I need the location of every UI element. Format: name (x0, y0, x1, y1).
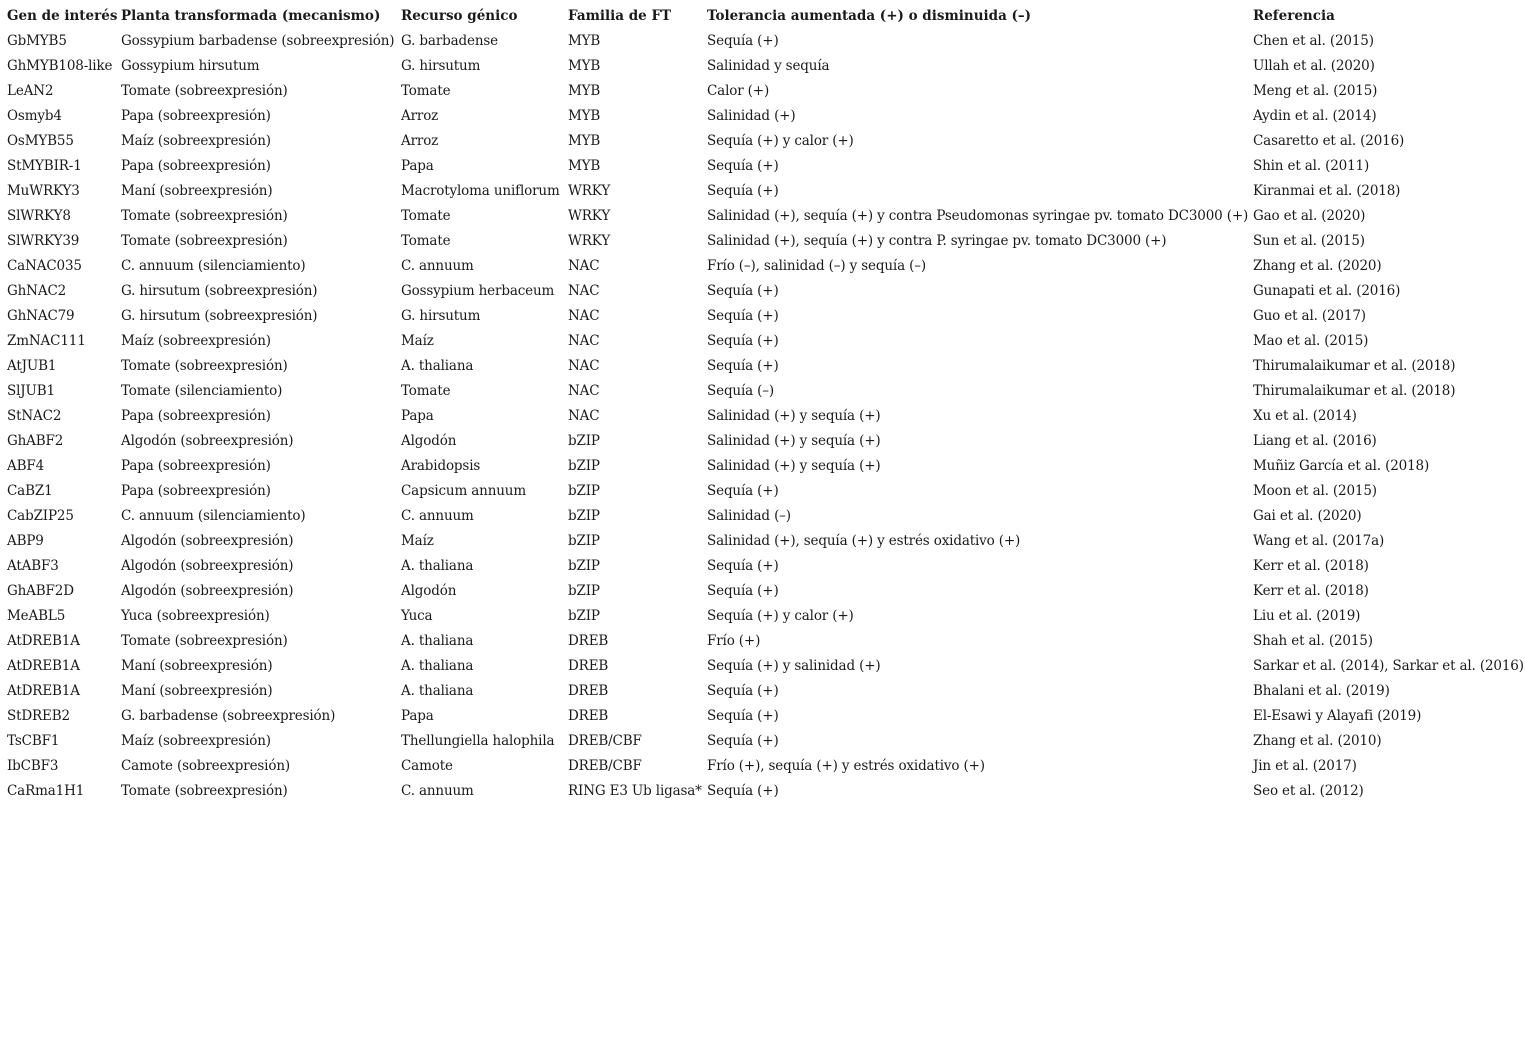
table-row (3, 454, 1526, 479)
reference-cell: Gunapati et al. (2016) (1253, 283, 1401, 299)
transformed-plant-cell: Papa (sobreexpresión) (121, 108, 271, 124)
reference-cell: Gai et al. (2020) (1253, 508, 1362, 524)
reference-cell: Chen et al. (2015) (1253, 33, 1374, 49)
reference-cell: Zhang et al. (2010) (1253, 733, 1382, 749)
header-transformed-plant: Planta transformada (mecanismo) (121, 8, 381, 24)
transformed-plant-cell: Papa (sobreexpresión) (121, 458, 271, 474)
transformed-plant-cell: Tomate (silenciamiento) (121, 383, 283, 399)
reference-cell: Ullah et al. (2020) (1253, 58, 1375, 74)
gene-cell: ZmNAC111 (7, 333, 86, 349)
reference-cell: Moon et al. (2015) (1253, 483, 1377, 499)
table-row (3, 279, 1526, 304)
tf-family-cell: WRKY (568, 233, 611, 249)
tf-family-cell: bZIP (568, 558, 600, 574)
genetic-resource-cell: Tomate (401, 208, 451, 224)
gene-cell: IbCBF3 (7, 758, 59, 774)
table-row (3, 554, 1526, 579)
gene-cell: AtABF3 (7, 558, 59, 574)
gene-cell: GhNAC79 (7, 308, 75, 324)
tf-family-cell: NAC (568, 408, 600, 424)
tf-family-cell: bZIP (568, 533, 600, 549)
table-row (3, 579, 1526, 604)
transformed-plant-cell: Tomate (sobreexpresión) (121, 783, 288, 799)
table-row (3, 529, 1526, 554)
tf-family-cell: WRKY (568, 208, 611, 224)
table-row (3, 229, 1526, 254)
tf-family-cell: MYB (568, 33, 601, 49)
transformed-plant-cell: Yuca (sobreexpresión) (121, 608, 270, 624)
table-row (3, 654, 1526, 679)
gene-cell: LeAN2 (7, 83, 54, 99)
tf-family-cell: NAC (568, 308, 600, 324)
reference-cell: Sarkar et al. (2014), Sarkar et al. (2016) (1253, 658, 1524, 674)
transformed-plant-cell: C. annuum (silenciamiento) (121, 258, 306, 274)
gene-cell: GhMYB108-like (7, 58, 113, 74)
transformed-plant-cell: Papa (sobreexpresión) (121, 483, 271, 499)
tf-family-cell: DREB (568, 658, 609, 674)
gene-cell: CaBZ1 (7, 483, 53, 499)
genetic-resource-cell: Thellungiella halophila (401, 733, 555, 749)
tolerance-cell: Salinidad y sequía (707, 58, 830, 74)
tolerance-cell: Sequía (+) (707, 33, 779, 49)
tf-family-cell: bZIP (568, 508, 600, 524)
reference-cell: Muñiz García et al. (2018) (1253, 458, 1430, 474)
tf-family-cell: bZIP (568, 583, 600, 599)
genetic-resource-cell: Camote (401, 758, 453, 774)
genetic-resource-cell: Maíz (401, 333, 434, 349)
tf-family-cell: NAC (568, 333, 600, 349)
gene-table (3, 4, 1526, 804)
reference-cell: Meng et al. (2015) (1253, 83, 1378, 99)
table-body (3, 29, 1526, 804)
tf-family-cell: MYB (568, 58, 601, 74)
transformed-plant-cell: Algodón (sobreexpresión) (121, 583, 294, 599)
reference-cell: Liang et al. (2016) (1253, 433, 1377, 449)
table-row (3, 29, 1526, 54)
tf-family-cell: DREB (568, 633, 609, 649)
transformed-plant-cell: Algodón (sobreexpresión) (121, 533, 294, 549)
transformed-plant-cell: G. hirsutum (sobreexpresión) (121, 283, 318, 299)
reference-cell: Xu et al. (2014) (1253, 408, 1357, 424)
transformed-plant-cell: Tomate (sobreexpresión) (121, 83, 288, 99)
gene-cell: CaRma1H1 (7, 783, 85, 799)
genetic-resource-cell: Tomate (401, 233, 451, 249)
reference-cell: Thirumalaikumar et al. (2018) (1253, 383, 1456, 399)
header-tolerance: Tolerancia aumentada (+) o disminuida (–) (707, 8, 1032, 24)
tolerance-cell: Sequía (–) (707, 383, 775, 399)
table-row (3, 154, 1526, 179)
transformed-plant-cell: Tomate (sobreexpresión) (121, 233, 288, 249)
transformed-plant-cell: C. annuum (silenciamiento) (121, 508, 306, 524)
gene-cell: AtDREB1A (7, 683, 80, 699)
gene-cell: ABP9 (7, 533, 44, 549)
reference-cell: Guo et al. (2017) (1253, 308, 1366, 324)
tolerance-cell: Sequía (+) y salinidad (+) (707, 658, 881, 674)
tf-family-cell: MYB (568, 133, 601, 149)
tf-family-cell: bZIP (568, 483, 600, 499)
tolerance-cell: Sequía (+) (707, 183, 779, 199)
table-row (3, 704, 1526, 729)
tolerance-cell: Sequía (+) (707, 158, 779, 174)
tolerance-cell: Salinidad (–) (707, 508, 791, 524)
header-gene: Gen de interés (7, 8, 117, 24)
tolerance-cell: Salinidad (+), sequía (+) y contra Pseudomonas syringae pv. tomato DC3000 (+) (707, 208, 1249, 224)
table-row (3, 729, 1526, 754)
transformed-plant-cell: Maní (sobreexpresión) (121, 183, 273, 199)
tf-family-cell: DREB (568, 708, 609, 724)
genetic-resource-cell: A. thaliana (401, 683, 474, 699)
gene-cell: GhABF2 (7, 433, 64, 449)
reference-cell: Liu et al. (2019) (1253, 608, 1361, 624)
reference-cell: Kiranmai et al. (2018) (1253, 183, 1401, 199)
table-row (3, 79, 1526, 104)
tf-family-cell: NAC (568, 383, 600, 399)
transformed-plant-cell: Tomate (sobreexpresión) (121, 358, 288, 374)
transformed-plant-cell: G. hirsutum (sobreexpresión) (121, 308, 318, 324)
gene-cell: TsCBF1 (7, 733, 60, 749)
tf-family-cell: bZIP (568, 433, 600, 449)
genetic-resource-cell: A. thaliana (401, 558, 474, 574)
table-row (3, 304, 1526, 329)
table-row (3, 404, 1526, 429)
gene-cell: CabZIP25 (7, 508, 74, 524)
tf-family-cell: DREB/CBF (568, 733, 642, 749)
genetic-resource-cell: Papa (401, 708, 434, 724)
tolerance-cell: Sequía (+) y calor (+) (707, 608, 854, 624)
gene-cell: AtDREB1A (7, 633, 80, 649)
gene-cell: AtDREB1A (7, 658, 80, 674)
tolerance-cell: Salinidad (+), sequía (+) y estrés oxidativo (+) (707, 533, 1021, 549)
genetic-resource-cell: Papa (401, 158, 434, 174)
gene-cell: SlWRKY39 (7, 233, 80, 249)
table-row (3, 754, 1526, 779)
tolerance-cell: Sequía (+) y calor (+) (707, 133, 854, 149)
tf-family-cell: NAC (568, 258, 600, 274)
table-row (3, 504, 1526, 529)
reference-cell: Aydin et al. (2014) (1253, 108, 1377, 124)
transformed-plant-cell: Maíz (sobreexpresión) (121, 133, 271, 149)
table-row (3, 679, 1526, 704)
genetic-resource-cell: Tomate (401, 383, 451, 399)
transformed-plant-cell: Camote (sobreexpresión) (121, 758, 290, 774)
gene-cell: ABF4 (7, 458, 45, 474)
tolerance-cell: Frío (+) (707, 633, 761, 649)
reference-cell: Shah et al. (2015) (1253, 633, 1373, 649)
tf-family-cell: WRKY (568, 183, 611, 199)
gene-cell: MuWRKY3 (7, 183, 80, 199)
table-row (3, 129, 1526, 154)
genetic-resource-cell: C. annuum (401, 783, 474, 799)
gene-cell: MeABL5 (7, 608, 66, 624)
tolerance-cell: Salinidad (+) y sequía (+) (707, 408, 881, 424)
transformed-plant-cell: Maíz (sobreexpresión) (121, 333, 271, 349)
tolerance-cell: Salinidad (+), sequía (+) y contra P. syringae pv. tomato DC3000 (+) (707, 233, 1167, 249)
tolerance-cell: Salinidad (+) (707, 108, 796, 124)
genetic-resource-cell: A. thaliana (401, 658, 474, 674)
tf-family-cell: NAC (568, 283, 600, 299)
genetic-resource-cell: Maíz (401, 533, 434, 549)
tolerance-cell: Sequía (+) (707, 333, 779, 349)
reference-cell: Shin et al. (2011) (1253, 158, 1370, 174)
genetic-resource-cell: Capsicum annuum (401, 483, 526, 499)
table-row (3, 604, 1526, 629)
gene-cell: SlJUB1 (7, 383, 55, 399)
tolerance-cell: Sequía (+) (707, 583, 779, 599)
tolerance-cell: Frío (+), sequía (+) y estrés oxidativo (+) (707, 758, 985, 774)
genetic-resource-cell: Yuca (401, 608, 433, 624)
table-row (3, 54, 1526, 79)
tolerance-cell: Sequía (+) (707, 733, 779, 749)
transformed-plant-cell: Maíz (sobreexpresión) (121, 733, 271, 749)
table-row (3, 329, 1526, 354)
header-row (3, 4, 1526, 29)
tf-family-cell: MYB (568, 108, 601, 124)
table-row (3, 379, 1526, 404)
table-row (3, 629, 1526, 654)
transformed-plant-cell: Gossypium barbadense (sobreexpresión) (121, 33, 395, 49)
gene-cell: GbMYB5 (7, 33, 67, 49)
header-genetic-resource: Recurso génico (401, 8, 518, 24)
reference-cell: Mao et al. (2015) (1253, 333, 1369, 349)
reference-cell: Jin et al. (2017) (1253, 758, 1357, 774)
genetic-resource-cell: G. hirsutum (401, 308, 481, 324)
table-row (3, 179, 1526, 204)
gene-cell: StNAC2 (7, 408, 62, 424)
tolerance-cell: Sequía (+) (707, 683, 779, 699)
tolerance-cell: Frío (–), salinidad (–) y sequía (–) (707, 258, 926, 274)
reference-cell: El-Esawi y Alayafi (2019) (1253, 708, 1422, 724)
transformed-plant-cell: Papa (sobreexpresión) (121, 158, 271, 174)
reference-cell: Wang et al. (2017a) (1253, 533, 1385, 549)
genetic-resource-cell: Papa (401, 408, 434, 424)
table-row (3, 104, 1526, 129)
header-reference: Referencia (1253, 8, 1335, 24)
gene-cell: GhABF2D (7, 583, 74, 599)
table-row (3, 429, 1526, 454)
genetic-resource-cell: Tomate (401, 83, 451, 99)
reference-cell: Thirumalaikumar et al. (2018) (1253, 358, 1456, 374)
header-tf-family: Familia de FT (568, 8, 672, 24)
reference-cell: Seo et al. (2012) (1253, 783, 1364, 799)
tf-family-cell: bZIP (568, 458, 600, 474)
gene-cell: StMYBIR-1 (7, 158, 82, 174)
reference-cell: Casaretto et al. (2016) (1253, 133, 1405, 149)
reference-cell: Zhang et al. (2020) (1253, 258, 1382, 274)
genetic-resource-cell: Gossypium herbaceum (401, 283, 555, 299)
table-header (3, 4, 1526, 29)
genetic-resource-cell: Algodón (401, 433, 457, 449)
tf-family-cell: RING E3 Ub ligasa* (568, 783, 702, 799)
tolerance-cell: Salinidad (+) y sequía (+) (707, 458, 881, 474)
reference-cell: Gao et al. (2020) (1253, 208, 1366, 224)
transformed-plant-cell: Gossypium hirsutum (121, 58, 260, 74)
gene-cell: Osmyb4 (7, 108, 62, 124)
tolerance-cell: Sequía (+) (707, 783, 779, 799)
tf-family-cell: DREB (568, 683, 609, 699)
tf-family-cell: DREB/CBF (568, 758, 642, 774)
gene-cell: SlWRKY8 (7, 208, 71, 224)
table-row (3, 254, 1526, 279)
genetic-resource-cell: C. annuum (401, 258, 474, 274)
genetic-resource-cell: G. hirsutum (401, 58, 481, 74)
table-row (3, 779, 1526, 804)
genetic-resource-cell: G. barbadense (401, 33, 499, 49)
gene-cell: StDREB2 (7, 708, 70, 724)
genetic-resource-cell: C. annuum (401, 508, 474, 524)
reference-cell: Kerr et al. (2018) (1253, 583, 1369, 599)
table-row (3, 479, 1526, 504)
tf-family-cell: NAC (568, 358, 600, 374)
transformed-plant-cell: Algodón (sobreexpresión) (121, 558, 294, 574)
table-row (3, 354, 1526, 379)
tolerance-cell: Sequía (+) (707, 308, 779, 324)
genetic-resource-cell: Arabidopsis (401, 458, 481, 474)
gene-cell: CaNAC035 (7, 258, 82, 274)
tf-family-cell: MYB (568, 158, 601, 174)
transformed-plant-cell: Algodón (sobreexpresión) (121, 433, 294, 449)
tolerance-cell: Calor (+) (707, 83, 770, 99)
tolerance-cell: Sequía (+) (707, 708, 779, 724)
genetic-resource-cell: A. thaliana (401, 358, 474, 374)
genetic-resource-cell: Arroz (401, 133, 439, 149)
tf-family-cell: bZIP (568, 608, 600, 624)
genetic-resource-cell: Algodón (401, 583, 457, 599)
reference-cell: Bhalani et al. (2019) (1253, 683, 1390, 699)
reference-cell: Sun et al. (2015) (1253, 233, 1365, 249)
genetic-resource-cell: Arroz (401, 108, 439, 124)
transformed-plant-cell: Tomate (sobreexpresión) (121, 208, 288, 224)
tf-family-cell: MYB (568, 83, 601, 99)
tolerance-cell: Salinidad (+) y sequía (+) (707, 433, 881, 449)
genetic-resource-cell: Macrotyloma uniflorum (401, 183, 560, 199)
gene-cell: AtJUB1 (7, 358, 57, 374)
gene-cell: GhNAC2 (7, 283, 67, 299)
gene-cell: OsMYB55 (7, 133, 74, 149)
tolerance-cell: Sequía (+) (707, 483, 779, 499)
transformed-plant-cell: G. barbadense (sobreexpresión) (121, 708, 336, 724)
transformed-plant-cell: Maní (sobreexpresión) (121, 658, 273, 674)
transformed-plant-cell: Papa (sobreexpresión) (121, 408, 271, 424)
transformed-plant-cell: Maní (sobreexpresión) (121, 683, 273, 699)
table-row (3, 204, 1526, 229)
tolerance-cell: Sequía (+) (707, 283, 779, 299)
tolerance-cell: Sequía (+) (707, 358, 779, 374)
reference-cell: Kerr et al. (2018) (1253, 558, 1369, 574)
transformed-plant-cell: Tomate (sobreexpresión) (121, 633, 288, 649)
genetic-resource-cell: A. thaliana (401, 633, 474, 649)
tolerance-cell: Sequía (+) (707, 558, 779, 574)
